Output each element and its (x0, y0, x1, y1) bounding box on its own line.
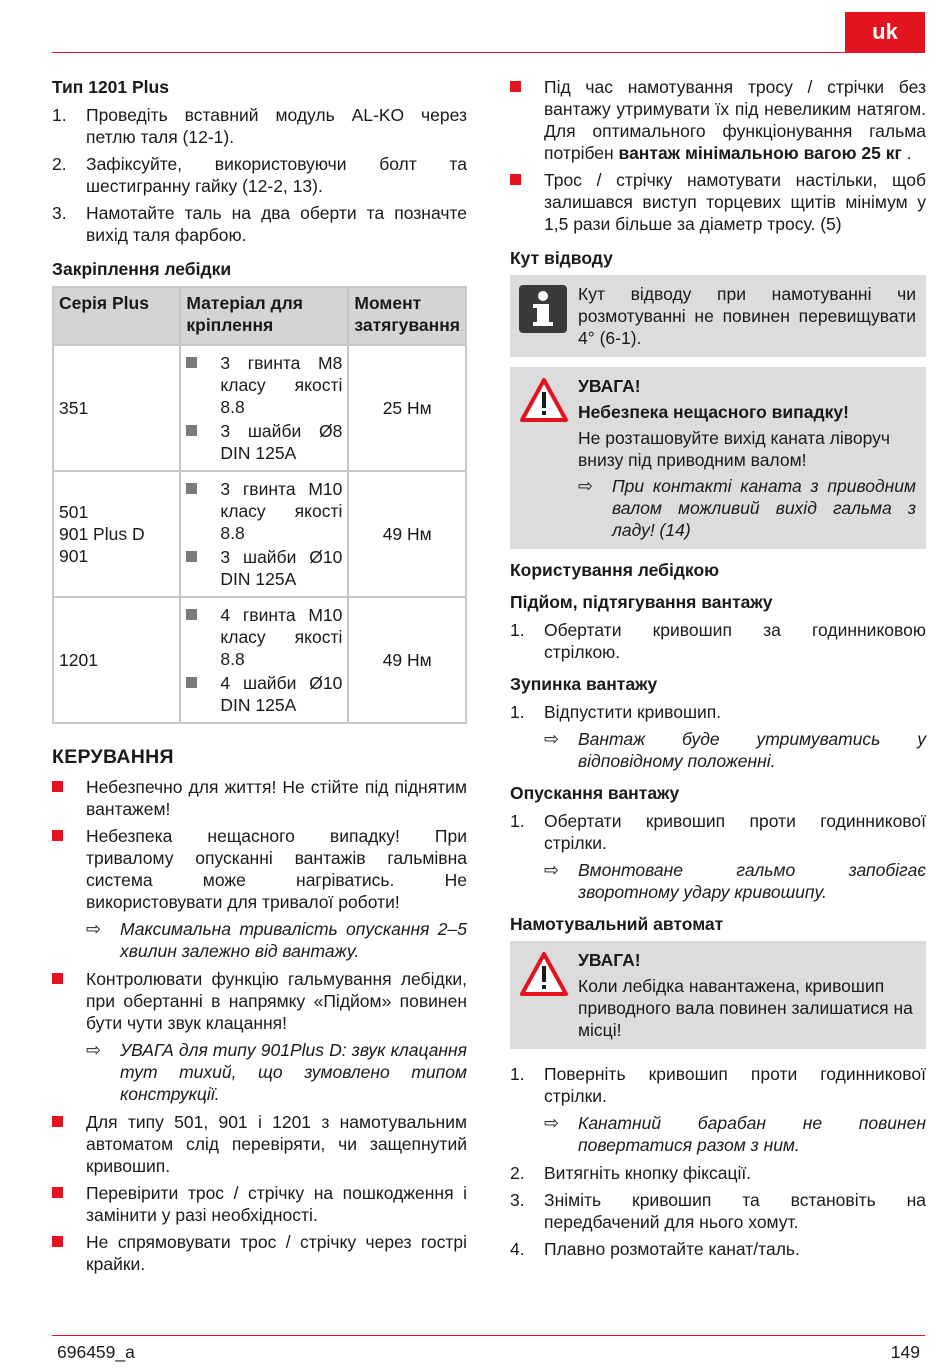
language-badge (845, 12, 925, 52)
arrow-right-icon: ⇨ (578, 476, 594, 496)
doc-number: 696459_a (57, 1342, 135, 1362)
table-header-row (53, 287, 466, 345)
step-4: 4. Плавно розмотайте канат/таль. (510, 1239, 800, 1259)
bullet-item: Не спрямовувати трос / стрічку через гострі крайки. (52, 1231, 467, 1275)
table-bullet: 4 гвинта M10 класу якості 8.8 (186, 604, 342, 670)
language-code: uk (872, 19, 898, 44)
arrow-right-icon: ⇨ (86, 919, 102, 939)
warning-icon (519, 377, 569, 423)
torque-cell: 49 Нм (348, 597, 466, 723)
warning-icon (519, 951, 569, 997)
warning-box-2 (510, 941, 926, 1049)
arrow-right-icon: ⇨ (544, 1113, 560, 1133)
table-header: Матеріал для кріплення (180, 287, 348, 345)
step-1: 1. Поверніть кривошип проти годинникової стрілки. (510, 1064, 926, 1106)
page-number: 149 (890, 1342, 920, 1362)
step-3: 3. Намотайте таль на два оберти та позначте вихід таля фарбою. (52, 203, 467, 245)
series-cell: 351 (53, 345, 180, 471)
step-1: 1. Обертати кривошип проти годинникової стрілки. (510, 811, 926, 853)
auto-heading: Намотувальний автомат (510, 914, 724, 934)
use-heading: Користування лебідкою (510, 560, 720, 580)
warning-subtitle: Небезпека нещасного випадку! (578, 402, 849, 422)
right-column (510, 76, 926, 1265)
angle-heading: Кут відводу (510, 248, 613, 268)
bullet-item: Для типу 501, 901 і 1201 з намотувальним автоматом слід перевіряти, чи защепнутий кривошип. (52, 1111, 467, 1177)
table-row (53, 345, 466, 471)
lower-heading: Опускання вантажу (510, 783, 680, 803)
arrow-right-icon: ⇨ (544, 729, 560, 749)
result-item: ⇨ УВАГА для типу 901Plus D: звук клацання тут тихий, що зумовлено типом конструкції. (86, 1040, 467, 1104)
bullet-item: Трос / стрічку намотувати настільки, щоб залишався виступ торцевих щитів мінімум у 1,5 рази більше за діаметр тросу. (5) (510, 169, 926, 235)
torque-cell: 49 Нм (348, 471, 466, 597)
warning-title: УВАГА! (578, 950, 641, 970)
material-cell (180, 597, 348, 723)
table-bullet: 3 шайби Ø8 DIN 125A (186, 420, 342, 464)
warning-text: Не розташовуйте вихід каната ліворуч внизу під приводним валом! (578, 428, 891, 470)
table-row (53, 597, 466, 723)
step-3: 3. Зніміть кривошип та встановіть на передбачений для нього хомут. (510, 1190, 926, 1232)
step-1: 1. Обертати кривошип за годинниковою стрілкою. (510, 620, 926, 662)
mount-table (52, 286, 467, 724)
table-bullet: 4 шайби Ø10 DIN 125A (186, 672, 342, 716)
result-item: ⇨ Вантаж буде утримуватись у відповідному положенні. (544, 729, 926, 771)
info-box (510, 275, 926, 357)
table-bullet: 3 шайби Ø10 DIN 125A (186, 546, 342, 590)
table-bullet: 3 гвинта M8 класу якості 8.8 (186, 352, 342, 418)
table-header: Момент затягування (348, 287, 466, 345)
bullet-item: Під час намотування тросу / стрічки без вантажу утримувати їх під невеликим натягом. Для оптимального функціонування гальма потрібен вантаж мінімальною вагою 25 кг . (510, 76, 926, 164)
material-cell (180, 345, 348, 471)
result-item: ⇨ Канатний барабан не повинен повертатися разом з ним. (544, 1113, 926, 1155)
material-cell (180, 471, 348, 597)
arrow-right-icon: ⇨ (86, 1040, 102, 1060)
header-rule (52, 52, 925, 53)
bullet-item: Контролювати функцію гальмування лебідки, при обертанні в напрямку «Підйом» повинен бути чути звук клацання! (52, 968, 467, 1034)
stop-heading: Зупинка вантажу (510, 674, 658, 694)
left-column (52, 76, 467, 1280)
bullet-item: Перевірити трос / стрічку на пошкодження і замінити у разі необхідності. (52, 1182, 467, 1226)
torque-cell: 25 Нм (348, 345, 466, 471)
step-1: 1. Відпустити кривошип. (510, 702, 722, 722)
arrow-right-icon: ⇨ (544, 860, 560, 880)
lift-heading: Підйом, підтягування вантажу (510, 592, 773, 612)
result-item: ⇨ При контакті каната з приводним валом можливий вихід гальма з ладу! (14) (578, 476, 916, 540)
result-item: ⇨ Вмонтоване гальмо запобігає зворотному удару кривошипу. (544, 860, 926, 902)
warning-box-1 (510, 367, 926, 549)
table-bullet: 3 гвинта M10 класу якості 8.8 (186, 478, 342, 544)
result-item: ⇨ Максимальна тривалість опускання 2–5 хвилин залежно від вантажу. (86, 919, 467, 961)
table-header: Серія Plus (53, 287, 180, 345)
warning-text: Коли лебідка навантажена, кривошип приводного вала повинен залишатися на місці! (578, 976, 913, 1040)
step-1: 1. Проведіть вставний модуль AL-KO через петлю таля (12-1). (52, 105, 467, 147)
table-row (53, 471, 466, 597)
step-2: 2. Витягніть кнопку фіксації. (510, 1163, 752, 1183)
series-cell: 501 901 Plus D 901 (53, 471, 180, 597)
bullet-item: Небезпека нещасного випадку! При тривалому опусканні вантажів гальмівна система може нагріватись. Не використовувати для тривалої роботи! (52, 825, 467, 913)
step-2: 2. Зафіксуйте, використовуючи болт та шестигранну гайку (12-2, 13). (52, 154, 467, 196)
type-heading: Тип 1201 Plus (52, 77, 169, 97)
footer-rule (52, 1335, 925, 1336)
control-heading: КЕРУВАННЯ (52, 746, 174, 768)
info-icon (519, 285, 567, 333)
series-cell: 1201 (53, 597, 180, 723)
mount-heading: Закріплення лебідки (52, 259, 232, 279)
bullet-item: Небезпечно для життя! Не стійте під піднятим вантажем! (52, 776, 467, 820)
info-text: Кут відводу при намотуванні чи розмотуванні не повинен перевищувати 4° (6-1). (578, 284, 916, 348)
warning-title: УВАГА! (578, 376, 641, 396)
